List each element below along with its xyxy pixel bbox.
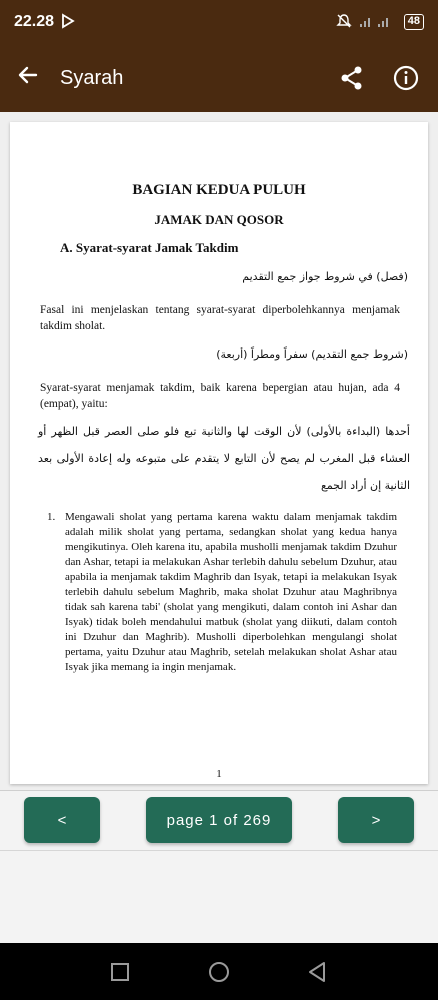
app-bar: [0, 44, 438, 112]
arabic-text-3: أحدها (البداءة بالأولى) لأن الوقت لها والثانية تبع فلو صلى العصر قبل الظهر أو العشاء قبل المغرب لم يصح لأن التابع لا يتقدم على متبوعه وله إعادة الأولى بعد الثانية إن أراد الجمع: [38, 425, 410, 492]
app-title: Syarah: [60, 66, 124, 89]
play-outline-icon: [60, 13, 76, 32]
page-indicator-button[interactable]: page 1 of 269: [146, 797, 292, 843]
arabic-text-2: (شروط جمع التقديم) سفراً ومطراً (أربعة): [216, 348, 408, 361]
divider: [0, 790, 438, 791]
next-page-button[interactable]: >: [338, 797, 414, 843]
divider: [0, 850, 438, 851]
pdf-viewer[interactable]: [0, 112, 438, 790]
list-item-text: Mengawali sholat yang pertama karena waktu dalam menjamak takdim adalah milik sholat yang pertama, sedangkan sholat yang kedua hanya mengikutinya. Oleh karena itu, apabila musholli menjamak takdim Dzuhur dan Ashar, tetapi ia melakukan Ashar terlebih dahulu sebelum Dzuhur, atau apabila ia menjamak takdim Maghrib dan Isyak, tetapi ia melakukan Isyak terlebih dahulu sebelum Maghrib, maka sholat Dzuhur atau Maghribnya tidak sah karena tabi' (sholat yang mengikuti, dalam contoh ini Ashar dan Isyak) tidak boleh mendahului matbuk (sholat yang diikuti, dalam contoh ini Dzuhur dan Maghrib). Musholli diperbolehkan mengulangi sholat pertama, yaitu Dzuhur atau Maghrib, setelah melakukan sholat Ashar atau Isyak jika memang ia ingin menjamak.: [65, 511, 397, 673]
info-icon: [392, 64, 420, 92]
paragraph-1: Fasal ini menjelaskan tentang syarat-syarat diperbolehkannya menjamak takdim sholat.: [40, 304, 400, 332]
recents-button[interactable]: [106, 958, 134, 986]
list-number: 1.: [47, 511, 56, 523]
document-page: [10, 122, 428, 784]
status-icons: [336, 13, 424, 32]
pager-controls: [0, 797, 438, 847]
paragraph-2: Syarat-syarat menjamak takdim, baik karena bepergian atau hujan, ada 4 (empat), yaitu:: [40, 382, 400, 410]
signal-icon: [358, 14, 398, 31]
chapter-title: BAGIAN KEDUA PULUH: [132, 182, 306, 198]
list-item: [47, 510, 397, 675]
home-button[interactable]: [205, 958, 233, 986]
info-button[interactable]: [392, 64, 420, 92]
mute-icon: [336, 13, 352, 32]
share-button[interactable]: [338, 64, 366, 92]
triangle-back-icon: [304, 958, 332, 986]
circle-icon: [205, 958, 233, 986]
arabic-text-1: (فصل) في شروط جواز جمع التقديم: [242, 270, 408, 283]
battery-indicator: 48: [404, 14, 424, 30]
share-icon: [338, 64, 366, 92]
page-number: 1: [216, 768, 222, 780]
previous-page-button[interactable]: <: [24, 797, 100, 843]
back-button[interactable]: [0, 63, 56, 94]
section-heading: A. Syarat-syarat Jamak Takdim: [60, 240, 239, 255]
status-bar: [0, 0, 438, 44]
arrow-left-icon: [16, 63, 40, 87]
system-nav-bar: [0, 943, 438, 1000]
square-icon: [106, 958, 134, 986]
status-time: 22.28: [14, 13, 55, 30]
system-back-button[interactable]: [304, 958, 332, 986]
chapter-subtitle: JAMAK DAN QOSOR: [154, 212, 284, 227]
